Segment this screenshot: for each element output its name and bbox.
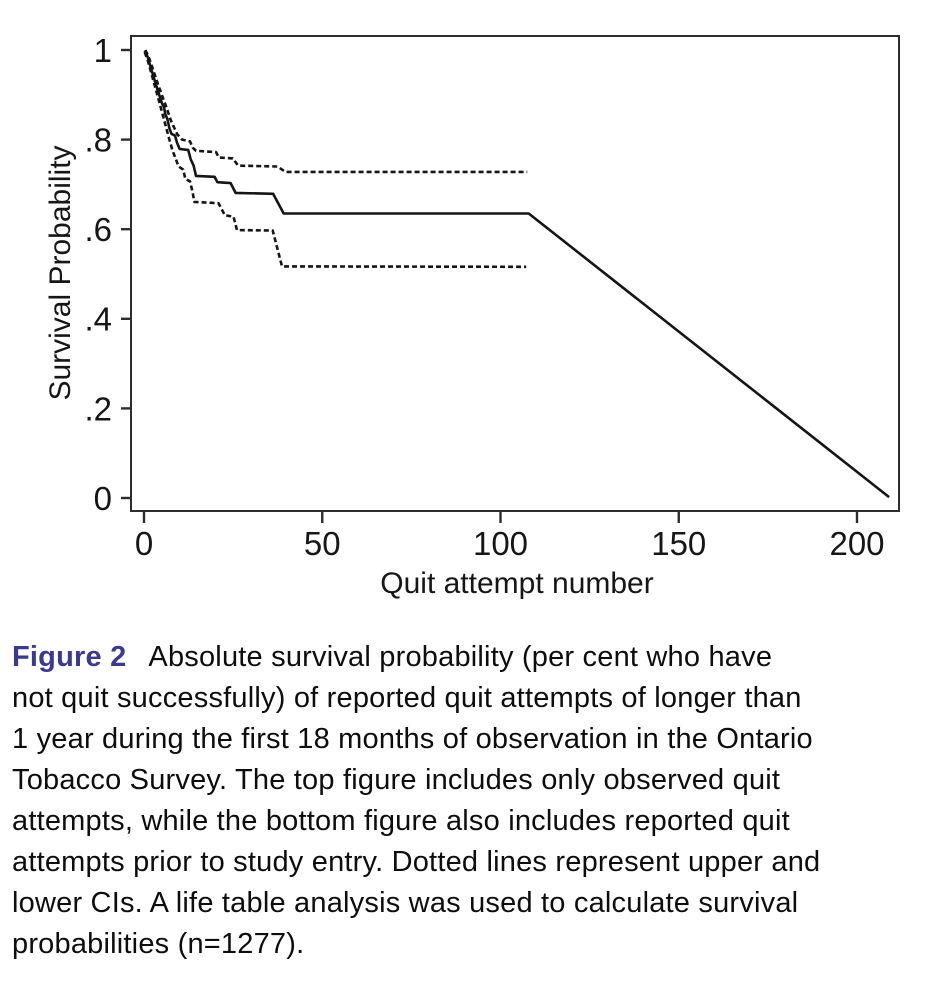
caption-line-8: probabilities (n=1277).: [12, 928, 305, 960]
caption-line-4: Tobacco Survey. The top figure includes only observed quit: [12, 764, 781, 796]
figure-label: Figure 2: [12, 641, 127, 673]
plot-frame: [131, 36, 899, 511]
x-tick-label: 100: [472, 525, 529, 562]
caption-text: Absolute survival probability (per cent who have: [148, 641, 773, 673]
x-tick-label: 150: [651, 525, 707, 562]
figure-caption: [12, 637, 942, 965]
caption-line-7: lower CIs. A life table analysis was used to calculate survival: [12, 887, 799, 919]
caption-line-6: attempts prior to study entry. Dotted lines represent upper and: [12, 846, 821, 878]
x-tick-label: 50: [303, 525, 341, 562]
caption-line-3: 1 year during the first 18 months of observation in the Ontario: [12, 723, 813, 755]
upper-ci-line: [145, 50, 527, 172]
y-tick-label: .2: [84, 390, 112, 428]
survival-curve-line: [145, 51, 889, 497]
y-tick-label: 0: [93, 479, 112, 517]
caption-line-1: [12, 637, 942, 678]
lower-ci-line: [145, 52, 527, 267]
y-tick-label: .6: [84, 211, 112, 249]
y-axis-title: Survival Probability: [44, 145, 77, 401]
x-tick-label: 0: [134, 525, 154, 562]
x-tick-label: 200: [829, 525, 885, 562]
y-tick-label: 1: [93, 31, 112, 69]
y-tick-label: .4: [84, 300, 112, 338]
caption-line-5: attempts, while the bottom figure also includes reported quit: [12, 805, 790, 837]
x-axis-title: Quit attempt number: [380, 567, 654, 600]
y-tick-label: .8: [84, 121, 112, 159]
caption-line-2: not quit successfully) of reported quit attempts of longer than: [12, 682, 802, 714]
